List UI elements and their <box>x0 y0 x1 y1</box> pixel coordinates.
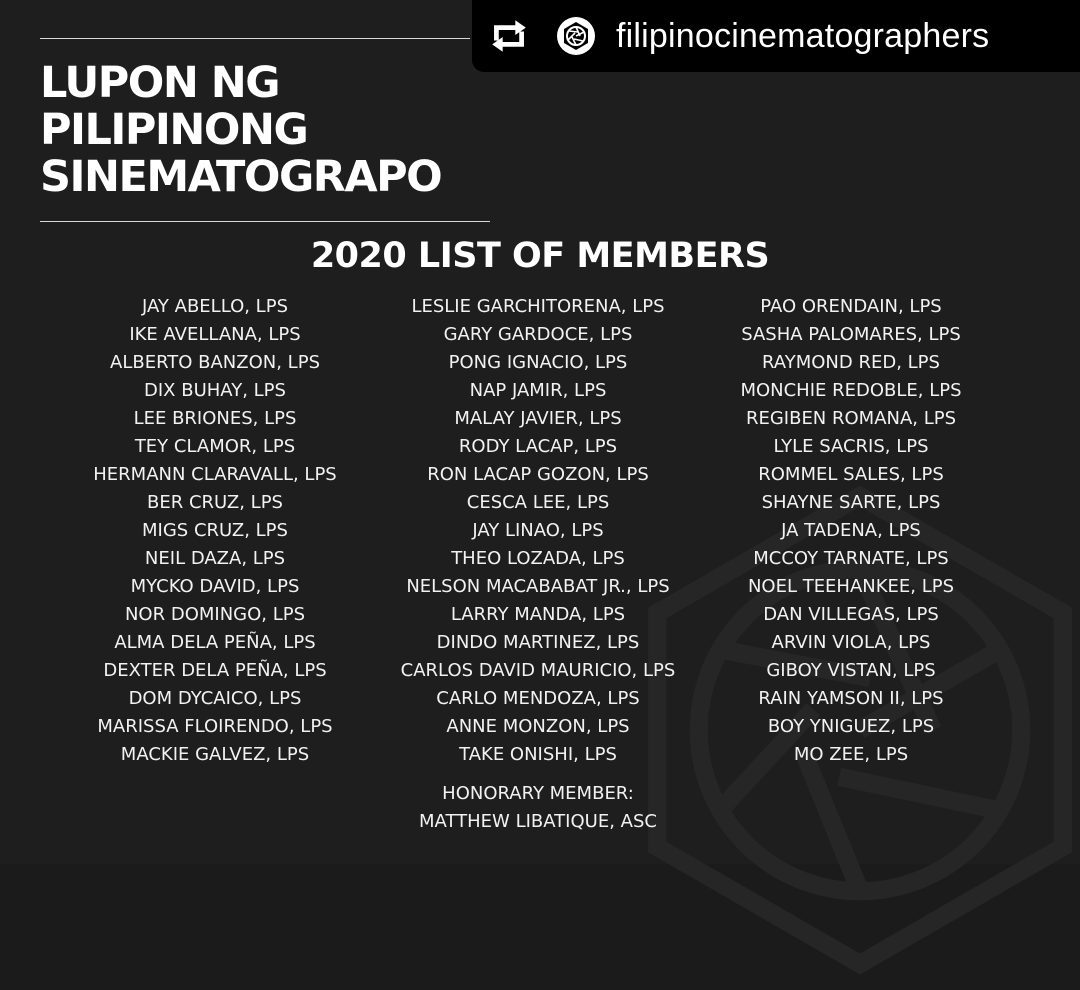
member-name: ANNE MONZON, LPS <box>446 716 630 737</box>
member-name: ROMMEL SALES, LPS <box>758 464 944 485</box>
member-name: RAYMOND RED, LPS <box>762 352 940 373</box>
member-name: MYCKO DAVID, LPS <box>130 576 300 597</box>
member-name: MALAY JAVIER, LPS <box>454 408 622 429</box>
members-column-2 <box>358 293 718 769</box>
member-name: SASHA PALOMARES, LPS <box>741 324 961 345</box>
member-name: IKE AVELLANA, LPS <box>129 324 301 345</box>
member-name: MIGS CRUZ, LPS <box>142 520 288 541</box>
member-name: JAY ABELLO, LPS <box>142 296 288 317</box>
member-name: MO ZEE, LPS <box>793 744 909 765</box>
member-name: RAIN YAMSON II, LPS <box>758 688 944 709</box>
member-name: GIBOY VISTAN, LPS <box>766 660 936 681</box>
title-line: SINEMATOGRAPO <box>40 152 442 202</box>
member-name: GARY GARDOCE, LPS <box>443 324 633 345</box>
member-name: DIX BUHAY, LPS <box>144 380 286 401</box>
member-name: ALBERTO BANZON, LPS <box>110 352 320 373</box>
member-name: DEXTER DELA PEÑA, LPS <box>103 660 327 681</box>
member-name: HERMANN CLARAVALL, LPS <box>93 464 337 485</box>
member-name: MARISSA FLOIRENDO, LPS <box>97 716 333 737</box>
bottom-divider <box>40 221 490 222</box>
member-name: ARVIN VIOLA, LPS <box>771 632 931 653</box>
member-name: NOR DOMINGO, LPS <box>124 604 306 625</box>
member-name: LEE BRIONES, LPS <box>133 408 297 429</box>
member-name: NEIL DAZA, LPS <box>144 548 286 569</box>
member-name: MACKIE GALVEZ, LPS <box>120 744 310 765</box>
repost-icon[interactable] <box>488 15 530 57</box>
member-name: REGIBEN ROMANA, LPS <box>745 408 957 429</box>
honorary-label: HONORARY MEMBER: <box>442 783 634 804</box>
member-name: SHAYNE SARTE, LPS <box>761 492 941 513</box>
aperture-logo-icon[interactable] <box>556 16 596 56</box>
member-name: RON LACAP GOZON, LPS <box>427 464 649 485</box>
list-heading: 2020 LIST OF MEMBERS <box>310 236 770 276</box>
member-name: LESLIE GARCHITORENA, LPS <box>411 296 665 317</box>
member-name: TAKE ONISHI, LPS <box>459 744 617 765</box>
member-name: BOY YNIGUEZ, LPS <box>767 716 935 737</box>
member-name: TEY CLAMOR, LPS <box>134 436 296 457</box>
account-handle[interactable]: filipinocinematographers <box>616 16 990 55</box>
member-name: DAN VILLEGAS, LPS <box>763 604 939 625</box>
member-name: CESCA LEE, LPS <box>466 492 610 513</box>
member-name: RODY LACAP, LPS <box>458 436 618 457</box>
member-name: PAO ORENDAIN, LPS <box>760 296 942 317</box>
title-line: LUPON NG <box>40 58 280 108</box>
member-name: LARRY MANDA, LPS <box>450 604 626 625</box>
title-line: PILIPINONG <box>40 105 308 155</box>
members-column-1 <box>35 293 395 769</box>
member-name: NELSON MACABABAT JR., LPS <box>406 576 670 597</box>
top-divider <box>40 38 470 39</box>
member-name: MCCOY TARNATE, LPS <box>753 548 949 569</box>
member-name: CARLOS DAVID MAURICIO, LPS <box>400 660 676 681</box>
member-name: NOEL TEEHANKEE, LPS <box>747 576 955 597</box>
member-name: JA TADENA, LPS <box>781 520 921 541</box>
organization-title <box>40 60 441 201</box>
member-name: LYLE SACRIS, LPS <box>773 436 929 457</box>
member-name: BER CRUZ, LPS <box>147 492 283 513</box>
honorary-member-section <box>358 780 718 836</box>
member-name: PONG IGNACIO, LPS <box>448 352 628 373</box>
member-name: MONCHIE REDOBLE, LPS <box>740 380 962 401</box>
member-name: DOM DYCAICO, LPS <box>128 688 302 709</box>
member-name: THEO LOZADA, LPS <box>451 548 625 569</box>
honorary-name: MATTHEW LIBATIQUE, ASC <box>419 811 657 832</box>
members-column-3 <box>671 293 1031 769</box>
repost-banner[interactable] <box>472 0 1080 72</box>
member-name: JAY LINAO, LPS <box>472 520 604 541</box>
member-name: CARLO MENDOZA, LPS <box>436 688 640 709</box>
member-name: NAP JAMIR, LPS <box>469 380 607 401</box>
member-name: ALMA DELA PEÑA, LPS <box>114 632 316 653</box>
member-name: DINDO MARTINEZ, LPS <box>436 632 640 653</box>
